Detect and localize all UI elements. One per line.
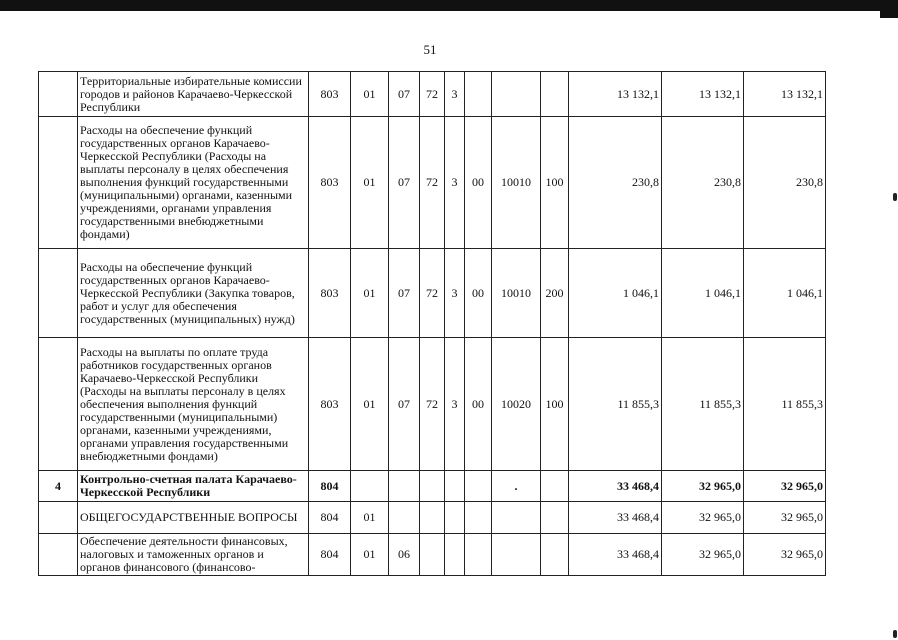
cell-row-number: [39, 117, 78, 249]
cell-row-number: [39, 502, 78, 534]
cell-direction-code: [492, 534, 541, 576]
cell-amount-year-1: 33 468,4: [569, 471, 662, 502]
cell-item-name: Расходы на выплаты по оплате труда работников государственных органов Карачаево-Черкесской Республики (Расходы на выплаты персоналу в целях обеспечения выполнения функций государственными (муниципальными) органами, казенными учреждениями, органами управления государственными внебюджетными фондами): [78, 338, 309, 471]
cell-expense-type-code: [541, 502, 569, 534]
table-row: [39, 117, 826, 249]
cell-amount-year-1: 33 468,4: [569, 502, 662, 534]
cell-section-code: 01: [351, 502, 389, 534]
table-row: [39, 338, 826, 471]
cell-amount-year-1: 1 046,1: [569, 249, 662, 338]
cell-item-name: Обеспечение деятельности финансовых, налоговых и таможенных органов и органов финансового (финансово-: [78, 534, 309, 576]
cell-subprogram-code: [445, 534, 465, 576]
cell-amount-year-3: 230,8: [744, 117, 826, 249]
scan-corner-mark: [880, 0, 898, 18]
cell-ved-code: 803: [309, 72, 351, 117]
cell-ved-code: 804: [309, 502, 351, 534]
cell-item-name: Расходы на обеспечение функций государственных органов Карачаево-Черкесской Республики (Расходы на выплаты персоналу в целях обеспечения выполнения функций государственными (муниципальными) органами, казенными учреждениями, органами управления государственными внебюджетными фондами): [78, 117, 309, 249]
cell-direction-code: .: [492, 471, 541, 502]
cell-amount-year-1: 11 855,3: [569, 338, 662, 471]
cell-section-code: [351, 471, 389, 502]
cell-row-number: [39, 338, 78, 471]
cell-section-code: 01: [351, 117, 389, 249]
cell-section-code: 01: [351, 338, 389, 471]
cell-row-number: 4: [39, 471, 78, 502]
cell-event-code: 00: [465, 338, 492, 471]
cell-program-code: 72: [420, 117, 445, 249]
cell-amount-year-2: 1 046,1: [662, 249, 744, 338]
cell-amount-year-3: 13 132,1: [744, 72, 826, 117]
cell-section-code: 01: [351, 534, 389, 576]
cell-subsection-code: 06: [389, 534, 420, 576]
budget-table: [38, 71, 826, 576]
scan-edge-mark: [893, 630, 897, 638]
cell-program-code: 72: [420, 338, 445, 471]
cell-amount-year-2: 32 965,0: [662, 534, 744, 576]
cell-ved-code: 803: [309, 338, 351, 471]
table-row: [39, 534, 826, 576]
cell-event-code: [465, 471, 492, 502]
cell-amount-year-2: 32 965,0: [662, 502, 744, 534]
cell-program-code: [420, 534, 445, 576]
cell-event-code: [465, 534, 492, 576]
scan-top-border: [0, 0, 898, 11]
cell-subsection-code: 07: [389, 338, 420, 471]
cell-subsection-code: [389, 471, 420, 502]
cell-amount-year-3: 1 046,1: [744, 249, 826, 338]
cell-item-name: Территориальные избирательные комиссии городов и районов Карачаево-Черкесской Республики: [78, 72, 309, 117]
cell-subprogram-code: 3: [445, 117, 465, 249]
cell-expense-type-code: 200: [541, 249, 569, 338]
cell-subsection-code: [389, 502, 420, 534]
cell-expense-type-code: [541, 534, 569, 576]
cell-ved-code: 803: [309, 117, 351, 249]
cell-amount-year-2: 32 965,0: [662, 471, 744, 502]
cell-amount-year-2: 11 855,3: [662, 338, 744, 471]
cell-row-number: [39, 72, 78, 117]
cell-program-code: [420, 471, 445, 502]
cell-amount-year-1: 13 132,1: [569, 72, 662, 117]
cell-item-name: Расходы на обеспечение функций государственных органов Карачаево-Черкесской Республики (Закупка товаров, работ и услуг для обеспечения государственных (муниципальных) нужд): [78, 249, 309, 338]
cell-event-code: 00: [465, 117, 492, 249]
cell-subprogram-code: 3: [445, 72, 465, 117]
cell-expense-type-code: [541, 72, 569, 117]
table-row: [39, 471, 826, 502]
cell-subprogram-code: [445, 471, 465, 502]
cell-ved-code: 804: [309, 534, 351, 576]
cell-amount-year-3: 32 965,0: [744, 502, 826, 534]
cell-direction-code: 10010: [492, 249, 541, 338]
cell-amount-year-3: 32 965,0: [744, 471, 826, 502]
cell-row-number: [39, 249, 78, 338]
cell-subprogram-code: 3: [445, 338, 465, 471]
cell-event-code: [465, 502, 492, 534]
cell-subprogram-code: 3: [445, 249, 465, 338]
cell-amount-year-2: 230,8: [662, 117, 744, 249]
table-row: [39, 72, 826, 117]
cell-section-code: 01: [351, 72, 389, 117]
cell-subprogram-code: [445, 502, 465, 534]
cell-amount-year-3: 11 855,3: [744, 338, 826, 471]
page-number: 51: [423, 42, 437, 57]
cell-direction-code: [492, 502, 541, 534]
cell-subsection-code: 07: [389, 117, 420, 249]
cell-program-code: [420, 502, 445, 534]
cell-expense-type-code: [541, 471, 569, 502]
cell-direction-code: [492, 72, 541, 117]
cell-item-name: Контрольно-счетная палата Карачаево-Черкесской Республики: [78, 471, 309, 502]
cell-expense-type-code: 100: [541, 338, 569, 471]
cell-ved-code: 803: [309, 249, 351, 338]
scan-edge-mark: [893, 193, 897, 201]
cell-event-code: [465, 72, 492, 117]
table-row: [39, 249, 826, 338]
cell-amount-year-3: 32 965,0: [744, 534, 826, 576]
budget-table-body: [39, 72, 826, 576]
cell-direction-code: 10010: [492, 117, 541, 249]
cell-section-code: 01: [351, 249, 389, 338]
cell-amount-year-1: 230,8: [569, 117, 662, 249]
cell-row-number: [39, 534, 78, 576]
cell-event-code: 00: [465, 249, 492, 338]
cell-ved-code: 804: [309, 471, 351, 502]
cell-subsection-code: 07: [389, 72, 420, 117]
cell-item-name: ОБЩЕГОСУДАРСТВЕННЫЕ ВОПРОСЫ: [78, 502, 309, 534]
table-row: [39, 502, 826, 534]
cell-program-code: 72: [420, 249, 445, 338]
cell-direction-code: 10020: [492, 338, 541, 471]
cell-program-code: 72: [420, 72, 445, 117]
cell-expense-type-code: 100: [541, 117, 569, 249]
cell-amount-year-1: 33 468,4: [569, 534, 662, 576]
cell-subsection-code: 07: [389, 249, 420, 338]
cell-amount-year-2: 13 132,1: [662, 72, 744, 117]
